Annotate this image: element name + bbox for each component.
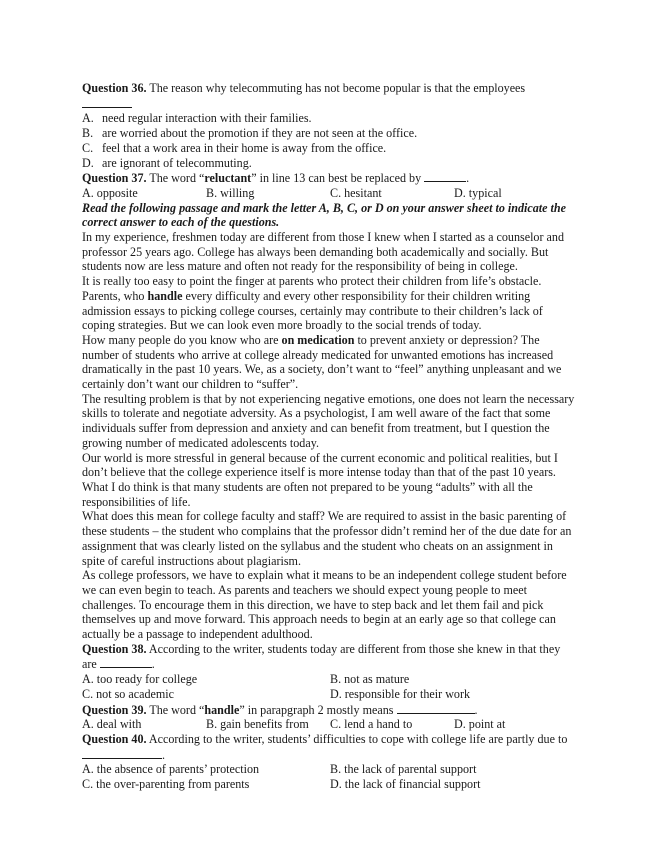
option-text: are worried about the promotion if they are not seen at the office. [102, 126, 418, 141]
answer-blank [424, 170, 466, 182]
q36-option-c [82, 141, 577, 156]
passage-paragraph-2 [82, 274, 577, 333]
question-39-keyword: handle [204, 702, 240, 717]
question-39-label: Question 39. [82, 702, 147, 717]
option-text: feel that a work area in their home is away from the office. [102, 140, 387, 155]
q38-option-c: C. not so academic [82, 686, 175, 701]
passage-text: It is really too easy to point the finger at parents who protect their children from life’s obstacle. Parents, who [82, 274, 542, 303]
answer-blank [82, 747, 162, 759]
question-39-stem-end: ” in parapgraph 2 mostly means [239, 702, 397, 717]
q36-option-a [82, 111, 577, 126]
option-letter: B. [82, 126, 94, 141]
q38-option-d: D. responsible for their work [330, 686, 471, 701]
q40-option-d: D. the lack of financial support [330, 777, 481, 792]
passage-text: to prevent anxiety or depression? The number of students who arrive at college already medicated for unwanted emotions has increased dramatically in the past 10 years. We, as a society, don’t want to “feel” anything unpleasant and we certainly don’t want our children to “suffer”. [82, 332, 562, 392]
question-38: Question 38. According to the writer, students today are different from those she knew in that they are . [82, 641, 561, 672]
q40-option-a: A. the absence of parents’ protection [82, 762, 260, 777]
question-36-blank-line [82, 96, 577, 112]
q39-option-a: A. deal with [82, 717, 142, 732]
question-37-label: Question 37. [82, 171, 147, 186]
option-text: are ignorant of telecommuting. [102, 155, 252, 170]
passage-keyword-handle: handle [147, 288, 183, 303]
q38-options-row-1 [82, 672, 577, 687]
question-36-stem: The reason why telecommuting has not become popular is that the employees [146, 81, 526, 95]
passage-paragraph-4: The resulting problem is that by not experiencing negative emotions, one does not learn the necessary skills to tolerate and negotiate adversity. As a psychologist, I am well aware of the fact that some individuals suffer from depression and anxiety and can benefit from treatment, but I question the growing number of medicated adolescents today. [82, 391, 575, 450]
answer-blank [100, 656, 152, 668]
passage-paragraph-7: As college professors, we have to explain what it means to be an independent college student before we can even begin to teach. As parents and teachers we should expect young people to meet challenges. To encourage them in this direction, we have to step back and let them fail and pick themselves up and move forward. This approach needs to begin at an early age so that college can actually be a passage to independent adulthood. [82, 568, 567, 642]
option-text: need regular interaction with their families. [102, 111, 312, 126]
passage-text: every difficulty and every other responsibility for their children writing admission essays to picking college courses, certainly may contribute to their children’s lack of coping strategies. But we can look even more broadly to the social trends of today. [82, 288, 543, 333]
page-content [82, 81, 577, 792]
answer-blank [397, 702, 475, 714]
passage-keyword-on-medication: on medication [281, 332, 355, 347]
q36-option-b [82, 126, 577, 141]
q39-option-b: B. gain benefits from [206, 717, 309, 732]
answer-blank [82, 96, 132, 108]
q39-options [82, 717, 577, 732]
question-37: Question 37. The word “reluctant” in line 13 can best be replaced by . [82, 171, 470, 186]
passage-paragraph-6: What does this mean for college faculty and staff? We are required to assist in the basic parenting of these students – the student who complains that the professor didn’t remind her of the due date for an assignment that was clearly listed on the syllabus and the student who cheats on an assignment in spite of careful instructions about plagiarism. [82, 509, 572, 568]
passage-paragraph-1: In my experience, freshmen today are different from those I knew when I started as a counselor and professor 25 years ago. College has always been demanding both academically and socially. But students now are less mature and often not ready for the responsibility of being in college. [82, 230, 564, 274]
question-36-label: Question 36. [82, 81, 147, 95]
question-40-stem: According to the writer, students’ difficulties to cope with college life are partly due to [146, 731, 568, 746]
q37-options [82, 186, 577, 201]
q37-option-b: B. willing [206, 185, 255, 200]
question-39: Question 39. The word “handle” in parapgraph 2 mostly means . [82, 702, 478, 717]
q40-option-b: B. the lack of parental support [330, 762, 477, 777]
q40-options-row-2 [82, 777, 577, 792]
q37-option-a: A. opposite [82, 185, 138, 200]
q40-options-row-1 [82, 762, 577, 777]
question-40-label: Question 40. [82, 731, 147, 746]
question-38-stem: According to the writer, students today are different from those she knew in that they are [82, 641, 561, 672]
passage-paragraph-3 [82, 333, 577, 392]
option-letter: D. [82, 155, 94, 170]
q37-option-c: C. hesitant [330, 185, 382, 200]
q38-options-row-2 [82, 687, 577, 702]
q40-option-c: C. the over-parenting from parents [82, 777, 250, 792]
q39-option-d: D. point at [454, 717, 506, 732]
question-38-label: Question 38. [82, 641, 147, 656]
passage-text: How many people do you know who are [82, 332, 282, 347]
q36-option-d [82, 156, 577, 171]
q37-option-d: D. typical [454, 185, 502, 200]
q38-option-a: A. too ready for college [82, 672, 198, 687]
option-letter: C. [82, 140, 94, 155]
reading-instruction: Read the following passage and mark the letter A, B, C, or D on your answer sheet to indicate the correct answer to each of the questions. [82, 200, 567, 230]
question-36 [82, 81, 577, 96]
q39-option-c: C. lend a hand to [330, 717, 413, 732]
q38-option-b: B. not as mature [330, 672, 410, 687]
option-letter: A. [82, 111, 94, 126]
question-37-stem-end: ” in line 13 can best be replaced by [251, 171, 425, 186]
question-40: Question 40. According to the writer, students’ difficulties to cope with college life are partly due to . [82, 731, 568, 762]
question-39-stem-start: The word “ [146, 702, 205, 717]
question-37-keyword: reluctant [204, 171, 252, 186]
question-37-stem-start: The word “ [146, 171, 205, 186]
passage-paragraph-5: Our world is more stressful in general because of the current economic and political realities, but I don’t believe that the college experience itself is more intense today than that of the past 10 years. What I do think is that many students are often not prepared to be young “adults” with all the responsibilities of life. [82, 450, 558, 509]
